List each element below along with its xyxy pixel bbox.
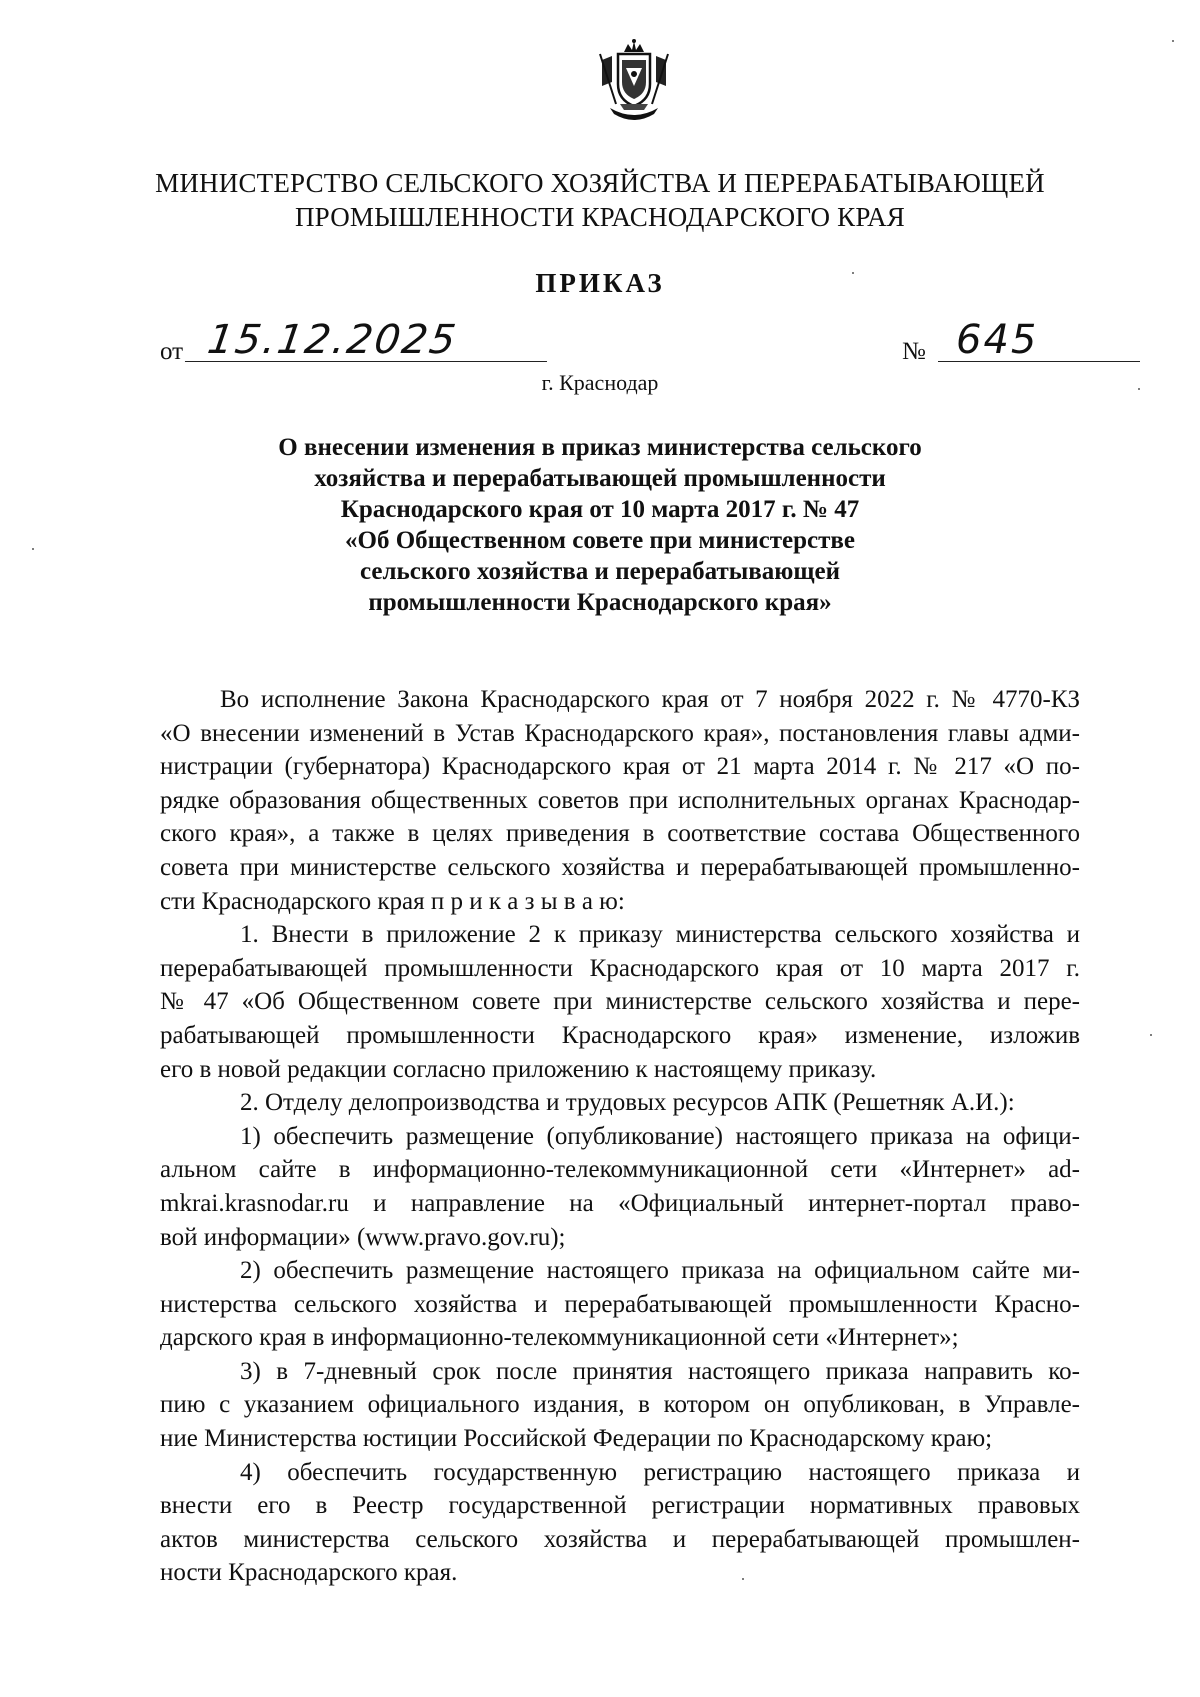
body-line: рабатывающей промышленности Краснодарского края» изменение, изложив <box>160 1021 1080 1049</box>
coat-of-arms-emblem <box>596 38 672 124</box>
subject-line: хозяйства и перерабатывающей промышленности <box>314 465 886 492</box>
number-label: № <box>902 338 926 365</box>
body-line: нистерства сельского хозяйства и перерабатывающей промышленности Красно- <box>160 1290 1080 1318</box>
body-line: 1) обеспечить размещение (опубликование) настоящего приказа на офици- <box>240 1122 1080 1150</box>
body-line: ского края», а также в целях приведения в соответствие состава Общественного <box>160 820 1080 848</box>
body-line: 4) обеспечить государственную регистрацию настоящего приказа и <box>240 1458 1080 1486</box>
body-line: ние Министерства юстиции Российской Федерации по Краснодарскому краю; <box>160 1425 993 1453</box>
body-line: совета при министерстве сельского хозяйства и перерабатывающей промышленно- <box>160 853 1080 881</box>
body-line: нистрации (губернатора) Краснодарского края от 21 марта 2014 г. № 217 «О по- <box>160 753 1080 781</box>
body-line: 1. Внести в приложение 2 к приказу министерства сельского хозяйства и <box>240 921 1080 949</box>
ministry-name <box>120 166 1080 234</box>
body-line: перерабатывающей промышленности Краснодарского края от 10 марта 2017 г. <box>160 954 1080 982</box>
date-number-row <box>160 318 1140 368</box>
body-line: рядке образования общественных советов при исполнительных органах Краснодар- <box>160 786 1080 814</box>
ministry-name-line-2: ПРОМЫШЛЕННОСТИ КРАСНОДАРСКОГО КРАЯ <box>294 202 906 232</box>
scan-speck <box>852 272 854 274</box>
scan-speck <box>1138 388 1140 390</box>
document-type-title: ПРИКАЗ <box>535 268 665 298</box>
body-line: 3) в 7-дневный срок после принятия настоящего приказа направить ко- <box>240 1357 1080 1385</box>
subject-line: «Об Общественном совете при министерстве <box>345 527 855 554</box>
scan-speck <box>1150 1034 1152 1036</box>
body-line: его в новой редакции согласно приложению к настоящему приказу. <box>160 1055 877 1083</box>
body-line: альном сайте в информационно-телекоммуникационной сети «Интернет» ad- <box>160 1156 1080 1184</box>
body-line: 2) обеспечить размещение настоящего приказа на официальном сайте ми- <box>240 1257 1080 1285</box>
body-line: вой информации» (www.pravo.gov.ru); <box>160 1223 566 1251</box>
scan-speck <box>742 1578 744 1580</box>
body-line: 2. Отделу делопроизводства и трудовых ресурсов АПК (Решетняк А.И.): <box>240 1089 1015 1117</box>
order-body <box>160 683 1080 1590</box>
city-name: г. Краснодар <box>541 370 659 395</box>
handwritten-date: 15.12.2025 <box>185 318 553 362</box>
body-line: актов министерства сельского хозяйства и перерабатывающей промышлен- <box>160 1525 1080 1553</box>
subject-line: сельского хозяйства и перерабатывающей <box>360 558 840 585</box>
body-line: № 47 «Об Общественном совете при министерстве сельского хозяйства и пере- <box>160 988 1080 1016</box>
order-subject <box>200 432 1000 618</box>
body-line: дарского края в информационно-телекоммуникационной сети «Интернет»; <box>160 1324 959 1352</box>
subject-line: промышленности Краснодарского края» <box>368 589 832 616</box>
handwritten-number: 645 <box>938 318 1140 362</box>
subject-line: Краснодарского края от 10 марта 2017 г. № 47 <box>340 496 860 523</box>
scan-speck <box>1172 40 1174 42</box>
body-line: mkrai.krasnodar.ru и направление на «Официальный интернет-портал право- <box>160 1189 1080 1217</box>
scan-speck <box>32 548 34 550</box>
date-label: от <box>160 338 184 365</box>
ministry-name-line-1: МИНИСТЕРСТВО СЕЛЬСКОГО ХОЗЯЙСТВА И ПЕРЕРАБАТЫВАЮЩЕЙ <box>155 168 1045 198</box>
body-line: пию с указанием официального издания, в котором он опубликован, в Управле- <box>160 1391 1080 1419</box>
body-line: «О внесении изменений в Устав Краснодарского края», постановления главы адми- <box>160 719 1080 747</box>
body-line: внести его в Реестр государственной регистрации нормативных правовых <box>160 1492 1080 1520</box>
body-line: Во исполнение Закона Краснодарского края от 7 ноября 2022 г. № 4770-КЗ <box>220 686 1080 713</box>
body-line: сти Краснодарского края п р и к а з ы в а ю: <box>160 887 625 915</box>
body-line: ности Краснодарского края. <box>160 1559 458 1587</box>
subject-line: О внесении изменения в приказ министерства сельского <box>278 434 922 461</box>
